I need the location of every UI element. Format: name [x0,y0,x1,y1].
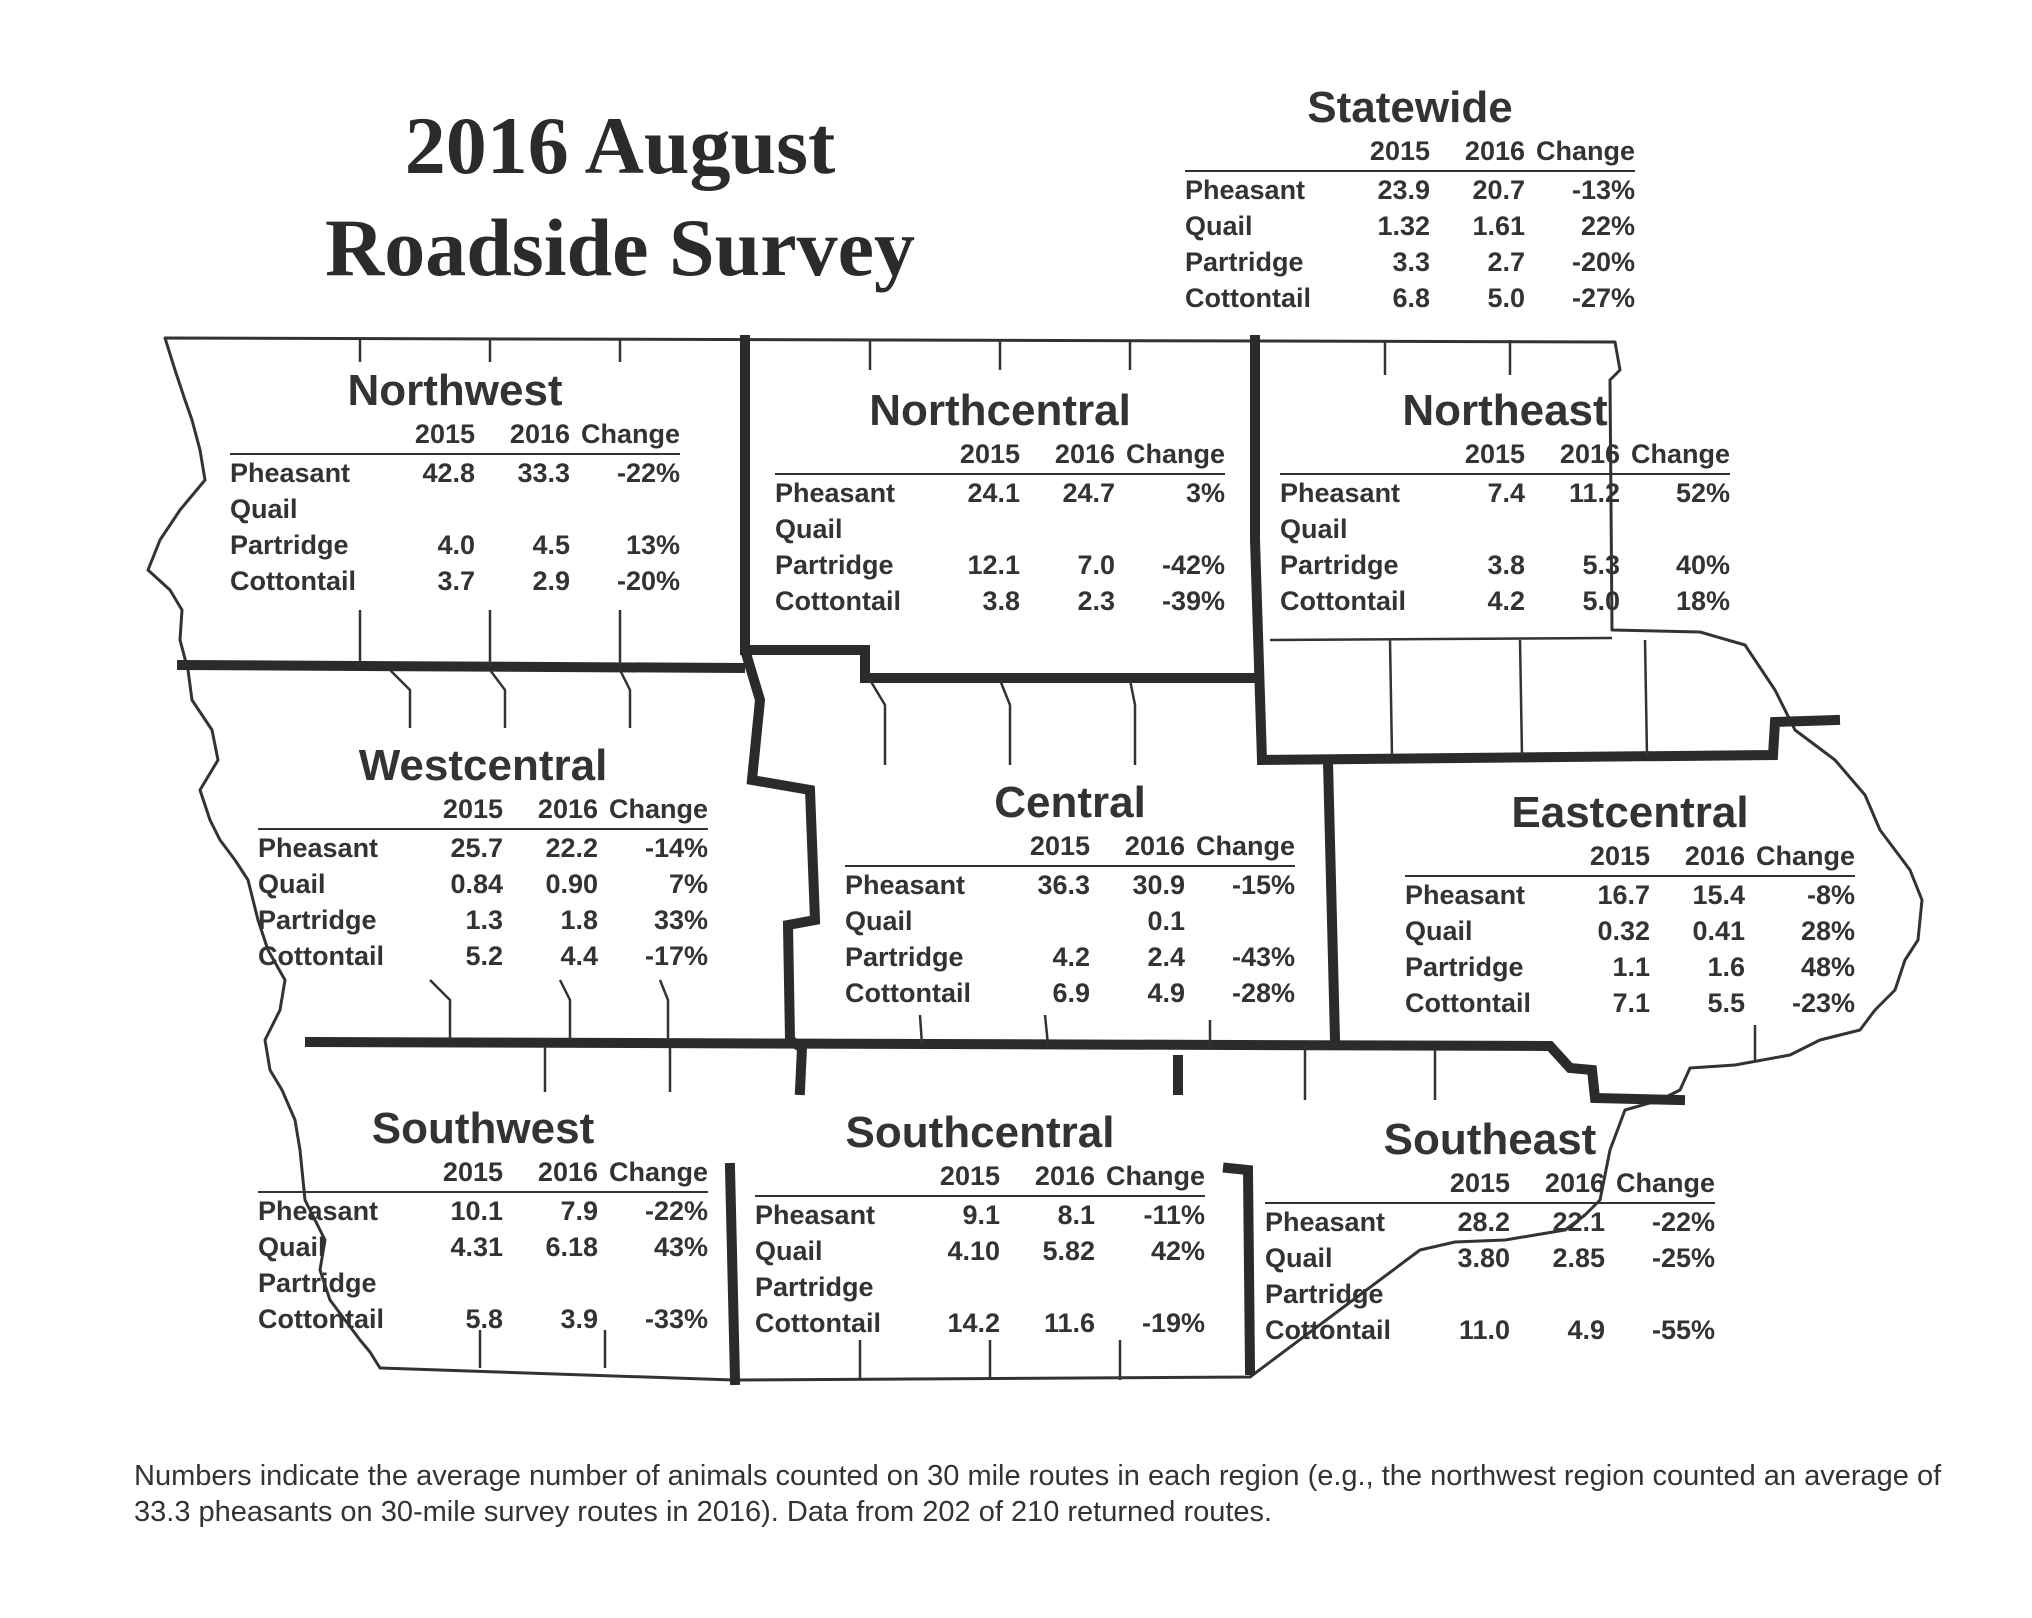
species-cell: Pheasant [755,1200,876,1230]
change-cell: 52% [1675,478,1730,508]
survey-table [1280,437,1730,619]
region-northeast [1280,385,1730,619]
value-2016-cell [475,491,570,527]
table-row [1280,583,1730,619]
header-2015: 2015 [442,1157,503,1187]
survey-table [258,792,708,974]
value-2015-cell: 7.1 [1612,988,1650,1018]
value-2015-cell: 42.8 [422,458,475,488]
value-2015-cell: 11.0 [1458,1315,1510,1345]
value-2016-cell: 22.1 [1552,1207,1605,1237]
value-2015-cell: 4.10 [947,1236,1000,1266]
value-2015-cell: 36.3 [1037,870,1090,900]
title-line-2: Roadside Survey [324,202,915,293]
change-cell: 42% [1150,1236,1205,1266]
change-cell [1605,1276,1715,1312]
value-2015-cell: 12.1 [967,550,1020,580]
table-header-row [258,792,708,829]
value-2016-cell: 5.5 [1707,988,1745,1018]
species-cell: Pheasant [775,478,896,508]
value-2015-cell: 3.8 [982,586,1020,616]
header-2015: 2015 [1449,1168,1510,1198]
survey-table [1185,134,1635,316]
header-2015: 2015 [939,1161,1000,1191]
region-name: Southeast [1383,1115,1597,1164]
table-header-row [1265,1166,1715,1203]
change-cell: 13% [625,530,680,560]
header-2016: 2016 [1544,1168,1605,1198]
survey-table [230,417,680,599]
species-cell: Quail [775,514,843,544]
value-2016-cell: 1.6 [1707,952,1745,982]
table-row [845,939,1295,975]
value-2015-cell: 3.8 [1487,550,1525,580]
value-2016-cell [1510,1276,1605,1312]
change-cell [598,1265,708,1301]
value-2016-cell: 7.9 [560,1196,598,1226]
header-2015: 2015 [1029,831,1090,861]
change-cell [1185,903,1295,939]
change-cell: 3% [1185,478,1225,508]
table-row [1265,1312,1715,1348]
change-cell: -22% [644,1196,708,1226]
header-change: Change [1755,841,1855,871]
species-cell: Cottontail [775,586,901,616]
value-2016-cell [1525,511,1620,547]
species-cell: Pheasant [1405,880,1526,910]
header-species [258,792,408,829]
table-row [258,1301,708,1337]
value-2015-cell: 0.32 [1597,916,1650,946]
survey-table [1405,839,1855,1021]
species-cell: Partridge [1185,247,1304,277]
value-2015-cell: 4.2 [1052,942,1090,972]
change-cell: -19% [1141,1308,1205,1338]
header-2016: 2016 [1684,841,1745,871]
value-2016-cell: 2.3 [1077,586,1115,616]
table-row [1405,913,1855,949]
table-row [258,1229,708,1265]
value-2016-cell: 11.2 [1568,478,1620,508]
change-cell: -23% [1791,988,1855,1018]
change-cell: 33% [653,905,708,935]
species-cell: Partridge [775,550,894,580]
value-2015-cell: 5.2 [465,941,503,971]
header-2016: 2016 [1464,136,1525,166]
header-change: Change [1630,439,1730,469]
value-2015-cell: 4.31 [450,1232,503,1262]
region-name: Southwest [371,1104,595,1153]
species-cell: Partridge [1280,550,1399,580]
value-2016-cell: 33.3 [517,458,570,488]
value-2016-cell: 4.5 [532,530,570,560]
value-2015-cell: 25.7 [450,833,503,863]
change-cell [570,491,680,527]
change-cell: -14% [644,833,708,863]
value-2015-cell [905,1269,1000,1305]
value-2016-cell: 8.1 [1057,1200,1095,1230]
change-cell: -55% [1651,1315,1715,1345]
table-row [230,563,680,599]
value-2015-cell: 5.8 [465,1304,503,1334]
value-2016-cell: 6.18 [545,1232,598,1262]
value-2016-cell: 5.3 [1582,550,1620,580]
value-2015-cell [408,1265,503,1301]
species-cell: Quail [258,869,326,899]
value-2015-cell: 3.3 [1392,247,1430,277]
table-row [258,866,708,902]
table-row [775,583,1225,619]
table-row [258,1192,708,1229]
value-2015-cell: 3.80 [1457,1243,1510,1273]
table-row [845,975,1295,1011]
species-cell: Quail [845,906,913,936]
species-cell: Cottontail [755,1308,881,1338]
change-cell: -33% [644,1304,708,1334]
value-2015-cell [380,491,475,527]
species-cell: Partridge [258,1268,377,1298]
species-cell: Cottontail [258,1304,384,1334]
value-2016-cell: 4.9 [1567,1315,1605,1345]
table-header-row [1405,839,1855,876]
value-2016-cell: 2.4 [1147,942,1185,972]
species-cell: Pheasant [1280,478,1401,508]
header-2016: 2016 [537,794,598,824]
table-row [755,1196,1205,1233]
table-row [258,938,708,974]
header-2016: 2016 [1124,831,1185,861]
change-cell: -27% [1571,283,1635,313]
table-row [1265,1203,1715,1240]
header-species [845,829,995,866]
header-2016: 2016 [509,419,570,449]
species-cell: Partridge [755,1272,874,1302]
table-row [230,491,680,527]
species-cell: Cottontail [1185,283,1311,313]
value-2016-cell: 30.9 [1132,870,1185,900]
species-cell: Partridge [230,530,349,560]
change-cell: -8% [1806,880,1855,910]
header-2015: 2015 [959,439,1020,469]
header-change: Change [1105,1161,1205,1191]
species-cell: Cottontail [1280,586,1406,616]
table-row [775,474,1225,511]
table-header-row [230,417,680,454]
footnote: Numbers indicate the average number of animals counted on 30 mile routes in each region (e.g., the northwest region counted an average of 33.3 pheasants on 30-mile survey routes in 2016). Data from 202 of 210 returned routes. [134,1460,1942,1528]
value-2016-cell: 0.1 [1147,906,1185,936]
species-cell: Quail [230,494,298,524]
table-row [1405,876,1855,913]
region-westcentral [258,740,708,974]
value-2015-cell: 3.7 [437,566,475,596]
region-name: Southcentral [845,1108,1115,1157]
table-row [230,454,680,491]
value-2016-cell: 2.9 [532,566,570,596]
change-cell: 48% [1800,952,1855,982]
header-change: Change [608,794,708,824]
value-2016-cell: 5.82 [1042,1236,1095,1266]
species-cell: Quail [1405,916,1473,946]
value-2015-cell: 7.4 [1487,478,1525,508]
value-2015-cell: 24.1 [967,478,1020,508]
table-row [230,527,680,563]
value-2016-cell: 7.0 [1077,550,1115,580]
region-southeast [1265,1114,1715,1348]
header-change: Change [1535,136,1635,166]
species-cell: Quail [1185,211,1253,241]
header-2016: 2016 [1034,1161,1095,1191]
value-2016-cell [503,1265,598,1301]
value-2016-cell: 2.85 [1552,1243,1605,1273]
change-cell [1095,1269,1205,1305]
species-cell: Pheasant [258,833,379,863]
table-row [1280,474,1730,511]
value-2016-cell: 1.8 [560,905,598,935]
table-header-row [1185,134,1635,171]
header-species [775,437,925,474]
table-row [1265,1276,1715,1312]
value-2016-cell: 5.0 [1582,586,1620,616]
species-cell: Cottontail [845,978,971,1008]
value-2015-cell: 4.2 [1487,586,1525,616]
table-row [755,1233,1205,1269]
table-row [258,829,708,866]
table-header-row [755,1159,1205,1196]
change-cell: -22% [1651,1207,1715,1237]
value-2016-cell: 0.41 [1692,916,1745,946]
header-2015: 2015 [1464,439,1525,469]
header-2015: 2015 [1589,841,1650,871]
header-species [230,417,380,454]
change-cell: 22% [1580,211,1635,241]
species-cell: Pheasant [258,1196,379,1226]
change-cell: -17% [644,941,708,971]
region-name: Eastcentral [1511,788,1749,837]
change-cell [1620,511,1730,547]
header-species [755,1159,905,1196]
value-2015-cell: 6.9 [1052,978,1090,1008]
region-statewide [1185,82,1635,316]
table-header-row [258,1155,708,1192]
species-cell: Cottontail [230,566,356,596]
change-cell: 43% [653,1232,708,1262]
header-species [1405,839,1555,876]
value-2015-cell [925,511,1020,547]
value-2016-cell [1020,511,1115,547]
survey-table [775,437,1225,619]
value-2016-cell: 5.0 [1487,283,1525,313]
change-cell: 18% [1675,586,1730,616]
change-cell: -39% [1161,586,1225,616]
survey-table [755,1159,1205,1341]
change-cell: -15% [1231,870,1295,900]
table-row [1280,547,1730,583]
value-2015-cell: 9.1 [962,1200,1000,1230]
region-name: Statewide [1307,83,1513,132]
species-cell: Quail [755,1236,823,1266]
header-change: Change [608,1157,708,1187]
table-row [1185,171,1635,208]
table-header-row [845,829,1295,866]
region-southcentral [755,1107,1205,1341]
header-2016: 2016 [1559,439,1620,469]
value-2015-cell: 16.7 [1597,880,1650,910]
table-row [755,1305,1205,1341]
table-row [258,1265,708,1301]
species-cell: Cottontail [1405,988,1531,1018]
change-cell: -20% [616,566,680,596]
value-2016-cell: 0.90 [545,869,598,899]
value-2016-cell: 2.7 [1487,247,1525,277]
change-cell: 28% [1800,916,1855,946]
value-2016-cell [1000,1269,1095,1305]
value-2015-cell: 1.1 [1612,952,1650,982]
header-change: Change [1615,1168,1715,1198]
header-species [1185,134,1335,171]
value-2015-cell [995,903,1090,939]
value-2015-cell: 1.32 [1377,211,1430,241]
table-row [775,547,1225,583]
region-central [845,777,1295,1011]
survey-table [845,829,1295,1011]
value-2015-cell: 4.0 [437,530,475,560]
table-row [1405,985,1855,1021]
value-2016-cell: 20.7 [1472,175,1525,205]
header-species [258,1155,408,1192]
value-2016-cell: 1.61 [1472,211,1525,241]
table-row [755,1269,1205,1305]
header-change: Change [1125,439,1225,469]
table-row [1265,1240,1715,1276]
value-2015-cell: 1.3 [465,905,503,935]
header-species [1280,437,1430,474]
value-2015-cell: 28.2 [1457,1207,1510,1237]
header-2015: 2015 [442,794,503,824]
value-2015-cell: 6.8 [1392,283,1430,313]
survey-table [1265,1166,1715,1348]
table-row [1185,280,1635,316]
header-change: Change [580,419,680,449]
change-cell [1115,511,1225,547]
table-row [845,903,1295,939]
species-cell: Quail [1265,1243,1333,1273]
region-northwest [230,365,680,599]
value-2016-cell: 24.7 [1062,478,1115,508]
species-cell: Partridge [845,942,964,972]
table-row [258,902,708,938]
species-cell: Pheasant [845,870,966,900]
species-cell: Partridge [258,905,377,935]
value-2016-cell: 15.4 [1692,880,1745,910]
header-2015: 2015 [414,419,475,449]
table-row [1185,244,1635,280]
value-2016-cell: 4.9 [1147,978,1185,1008]
table-row [775,511,1225,547]
change-cell: -25% [1651,1243,1715,1273]
region-name: Northwest [347,366,563,415]
value-2016-cell: 3.9 [560,1304,598,1334]
region-name: Westcentral [358,741,608,790]
value-2016-cell: 4.4 [560,941,598,971]
value-2015-cell: 10.1 [450,1196,503,1226]
species-cell: Cottontail [1265,1315,1391,1345]
change-cell: -20% [1571,247,1635,277]
change-cell: -11% [1143,1200,1205,1230]
table-row [1280,511,1730,547]
page-title [240,95,1000,299]
change-cell: -22% [616,458,680,488]
table-row [845,866,1295,903]
region-name: Central [994,778,1146,827]
table-row [1185,208,1635,244]
species-cell: Quail [1280,514,1348,544]
title-line-1: 2016 August [404,100,836,191]
change-cell: -28% [1231,978,1295,1008]
value-2016-cell: 11.6 [1043,1308,1095,1338]
value-2015-cell: 23.9 [1377,175,1430,205]
change-cell: -13% [1571,175,1635,205]
region-name: Northcentral [869,386,1131,435]
change-cell: -42% [1161,550,1225,580]
header-2016: 2016 [1054,439,1115,469]
change-cell: 40% [1675,550,1730,580]
region-northcentral [775,385,1225,619]
table-row [1405,949,1855,985]
table-header-row [1280,437,1730,474]
change-cell: -43% [1231,942,1295,972]
survey-table [258,1155,708,1337]
header-2016: 2016 [537,1157,598,1187]
header-change: Change [1195,831,1295,861]
value-2015-cell: 0.84 [450,869,503,899]
region-eastcentral [1405,787,1855,1021]
region-southwest [258,1103,708,1337]
species-cell: Pheasant [1265,1207,1386,1237]
species-cell: Pheasant [230,458,351,488]
region-name: Northeast [1402,386,1608,435]
value-2015-cell [1430,511,1525,547]
header-2015: 2015 [1369,136,1430,166]
change-cell: 7% [668,869,708,899]
table-header-row [775,437,1225,474]
species-cell: Pheasant [1185,175,1306,205]
header-species [1265,1166,1415,1203]
species-cell: Cottontail [258,941,384,971]
value-2015-cell [1415,1276,1510,1312]
value-2016-cell: 22.2 [545,833,598,863]
value-2015-cell: 14.2 [947,1308,1000,1338]
species-cell: Partridge [1405,952,1524,982]
species-cell: Partridge [1265,1279,1384,1309]
species-cell: Quail [258,1232,326,1262]
